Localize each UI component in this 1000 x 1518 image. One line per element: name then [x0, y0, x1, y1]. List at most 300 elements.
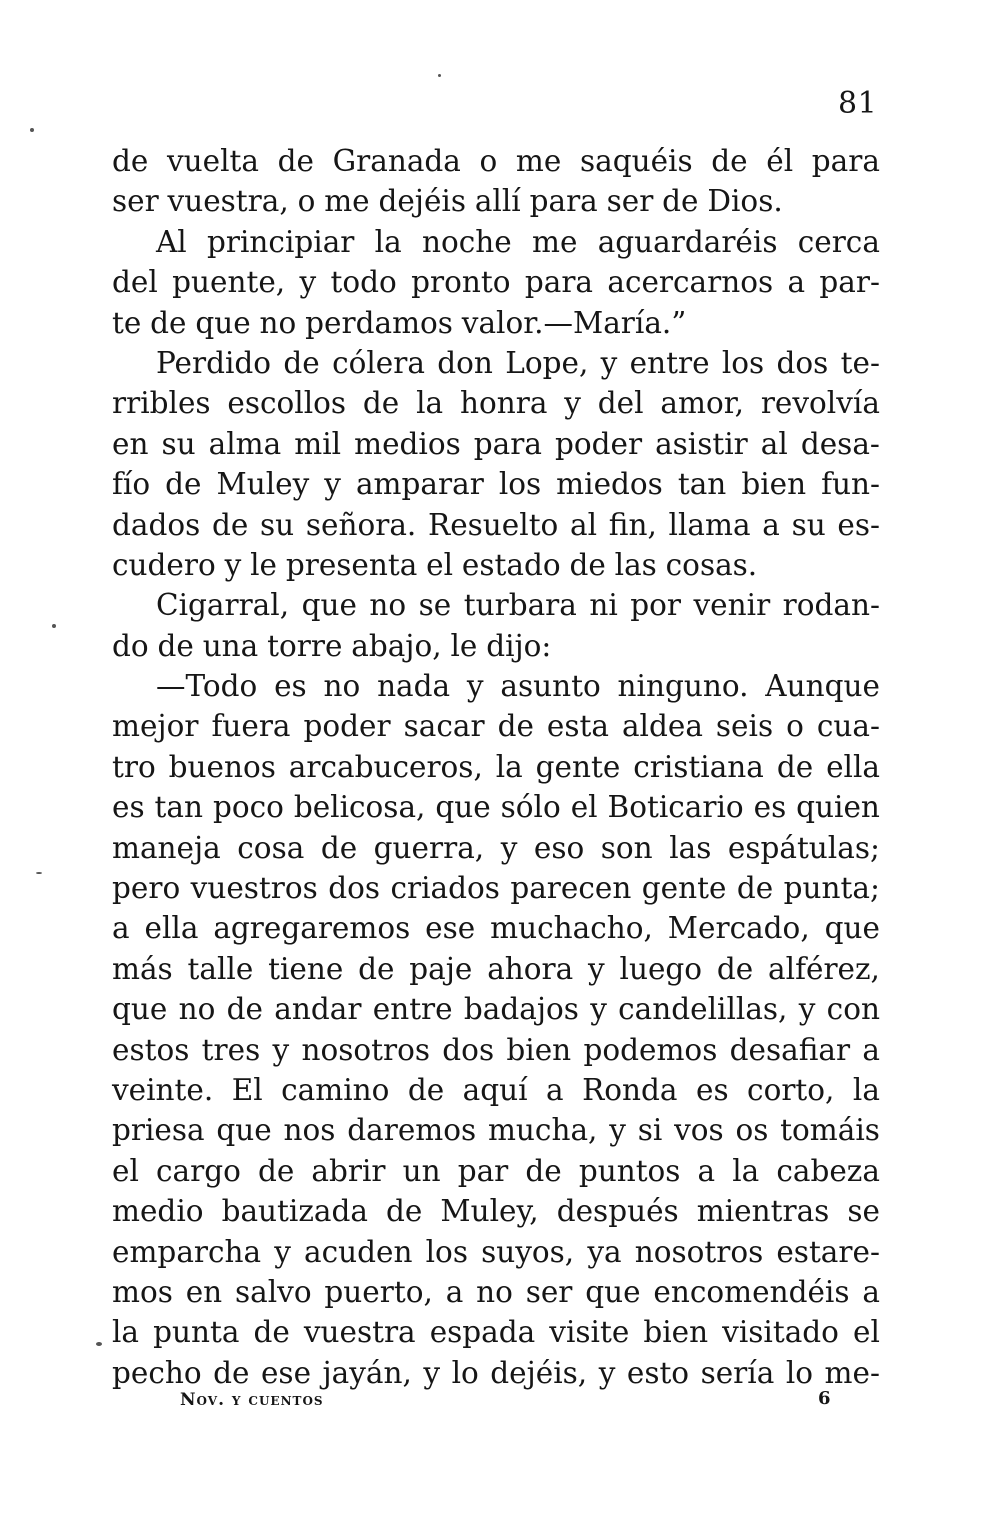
word: y — [598, 1355, 616, 1390]
word: lo — [451, 1355, 479, 1390]
word: tan — [677, 467, 727, 502]
word: fío — [112, 467, 151, 502]
word: mil — [294, 426, 342, 461]
word: cosa — [237, 830, 305, 865]
word: aquí — [462, 1072, 528, 1107]
word: de — [320, 830, 358, 865]
word: ninguno. — [617, 669, 749, 704]
word: su — [161, 426, 196, 461]
word: de — [711, 144, 748, 178]
word: Boticario — [607, 790, 744, 825]
word: de — [525, 1153, 562, 1188]
scan-speck — [438, 74, 441, 77]
word: fun- — [821, 467, 880, 502]
word: de — [112, 144, 149, 178]
word: el — [852, 1315, 880, 1350]
word: de — [662, 184, 699, 219]
word: asunto — [500, 669, 601, 704]
word: si — [637, 1113, 663, 1148]
word: de — [569, 547, 606, 582]
word: cólera — [332, 345, 425, 380]
word: la — [374, 224, 402, 259]
word: corto, — [747, 1072, 835, 1107]
word: os — [735, 1113, 769, 1148]
word: a — [862, 1032, 880, 1067]
word: amparar — [355, 467, 484, 502]
word: camino — [281, 1072, 390, 1107]
word: ella — [826, 749, 880, 784]
word: de — [150, 305, 187, 340]
text-line — [112, 181, 880, 221]
word: revolvía — [760, 386, 880, 421]
word: ser — [606, 184, 654, 219]
word: badajos — [463, 992, 579, 1027]
word: nada — [377, 669, 451, 704]
word: paje — [409, 951, 473, 986]
word: rribles — [112, 386, 211, 421]
word: arcabuceros, — [288, 749, 483, 784]
word: me- — [824, 1355, 880, 1390]
word: son — [600, 830, 653, 865]
word: de — [362, 386, 400, 421]
word: y — [588, 951, 605, 986]
word: ella — [144, 911, 199, 946]
scan-speck — [52, 624, 56, 628]
word: es — [112, 790, 145, 825]
word: de — [358, 951, 395, 986]
word: y — [600, 345, 618, 380]
word: Granada — [332, 144, 461, 178]
word: es — [274, 669, 307, 704]
word: salvo — [235, 1274, 312, 1309]
word: allí — [474, 184, 521, 219]
word: me — [531, 224, 578, 259]
word: ya — [587, 1234, 622, 1269]
word: poder — [554, 426, 643, 461]
text-line — [112, 424, 880, 464]
word: vos — [674, 1113, 724, 1148]
text-line — [112, 1110, 880, 1150]
word: cabeza — [776, 1153, 880, 1188]
word: todo — [330, 265, 397, 300]
word: venir — [693, 588, 771, 623]
text-line — [112, 464, 880, 504]
word: poco — [212, 790, 284, 825]
word: a — [445, 1274, 464, 1309]
word: punta; — [783, 871, 880, 906]
word: —Todo — [156, 669, 258, 704]
word: asistir — [655, 426, 748, 461]
text-line — [112, 1272, 880, 1312]
word: es — [695, 1072, 729, 1107]
word: los — [498, 467, 542, 502]
word: dados — [112, 507, 201, 542]
signature-mark: 6 — [818, 1388, 831, 1409]
word: que — [216, 1113, 272, 1148]
scan-speck — [30, 128, 34, 132]
word: la — [852, 1072, 880, 1107]
word: valor.—María.” — [461, 305, 687, 340]
text-line — [112, 787, 880, 827]
word: par- — [819, 265, 880, 300]
word: los — [425, 1234, 468, 1269]
word: vuestra, — [167, 184, 289, 219]
word: guerra, — [373, 830, 485, 865]
word: se — [847, 1194, 880, 1229]
word: cristiana — [633, 749, 764, 784]
word: y — [590, 992, 607, 1027]
word: al — [760, 426, 788, 461]
word: Perdido — [156, 345, 272, 380]
text-line — [112, 343, 880, 383]
word: estare- — [776, 1234, 880, 1269]
word: jayán, — [322, 1355, 412, 1390]
word: Ronda — [582, 1072, 678, 1107]
text-line — [112, 1151, 880, 1191]
word: podemos — [583, 1032, 718, 1067]
word: cosas. — [665, 547, 758, 582]
word: para — [811, 144, 880, 178]
word: por — [630, 588, 682, 623]
word: principiar — [207, 224, 355, 259]
word: desa- — [800, 426, 880, 461]
word: para — [473, 426, 542, 461]
word: perdamos — [305, 305, 453, 340]
word: se — [418, 588, 452, 623]
word: ahora — [487, 951, 574, 986]
word: después — [556, 1194, 679, 1229]
text-line — [112, 1232, 880, 1272]
word: la — [495, 749, 523, 784]
word: entre — [629, 345, 710, 380]
word: mos — [112, 1274, 173, 1309]
word: a — [762, 507, 780, 542]
word: de — [716, 951, 754, 986]
word: parecen — [510, 871, 632, 906]
word: suyos, — [481, 1234, 575, 1269]
word: lo — [785, 1355, 814, 1390]
word: y — [324, 467, 341, 502]
text-line — [112, 626, 880, 666]
word: do — [112, 628, 149, 663]
word: Muley, — [440, 1194, 539, 1229]
word: espada — [429, 1315, 536, 1350]
word: más — [112, 951, 173, 986]
word: Resuelto — [428, 507, 559, 542]
word: desafiar — [729, 1032, 851, 1067]
word: estado — [461, 547, 561, 582]
word: mientras — [696, 1194, 830, 1229]
word: es- — [837, 507, 880, 542]
word: le — [250, 547, 277, 582]
word: la — [732, 1153, 760, 1188]
word: de — [157, 628, 194, 663]
word: gente — [535, 749, 621, 784]
word: fin, — [608, 507, 657, 542]
word: de — [213, 1355, 250, 1390]
word: honra — [459, 386, 548, 421]
word: rodan- — [782, 588, 880, 623]
word: y — [224, 547, 242, 582]
word: esto — [626, 1355, 690, 1390]
word: al — [570, 507, 598, 542]
word: de — [253, 1315, 290, 1350]
word: Cigarral, — [156, 588, 290, 623]
word: vuestros — [190, 871, 318, 906]
word: las — [614, 547, 657, 582]
word: talle — [187, 951, 254, 986]
text-line — [112, 585, 880, 625]
word: me — [515, 144, 562, 178]
word: que — [824, 911, 880, 946]
word: andar — [274, 992, 362, 1027]
word: medios — [354, 426, 461, 461]
word: de — [211, 507, 249, 542]
word: y — [423, 1355, 441, 1390]
word: aldea — [621, 709, 703, 744]
text-line — [112, 828, 880, 868]
word: nosotros — [301, 1032, 430, 1067]
word: tro — [112, 749, 156, 784]
word: no — [476, 1274, 513, 1309]
word: punta — [153, 1315, 240, 1350]
word: fuera — [211, 709, 291, 744]
word: te — [112, 305, 142, 340]
word: el — [570, 790, 598, 825]
word: gente — [641, 871, 727, 906]
word: tres — [201, 1032, 261, 1067]
word: El — [231, 1072, 263, 1107]
word: luego — [619, 951, 703, 986]
word: daremos — [347, 1113, 477, 1148]
word: sólo — [500, 790, 561, 825]
word: mucha, — [487, 1113, 598, 1148]
word: un — [402, 1153, 441, 1188]
word: de — [277, 144, 314, 178]
word: de — [497, 709, 534, 744]
word: abrir — [311, 1153, 386, 1188]
word: visitado — [722, 1315, 839, 1350]
text-line — [112, 303, 880, 343]
word: puerto, — [324, 1274, 433, 1309]
word: Al — [156, 224, 187, 259]
word: par — [457, 1153, 509, 1188]
word: las — [669, 830, 712, 865]
word: acuden — [304, 1234, 413, 1269]
word: que — [112, 992, 168, 1027]
word: espátulas; — [727, 830, 880, 865]
word: con — [826, 992, 880, 1027]
word: a — [697, 1153, 716, 1188]
word: don — [437, 345, 493, 380]
word: estos — [112, 1032, 190, 1067]
word: poder — [303, 709, 391, 744]
text-line — [112, 1030, 880, 1070]
text-line — [112, 505, 880, 545]
word: a — [112, 911, 130, 946]
word: y — [299, 265, 317, 300]
word: de — [226, 992, 264, 1027]
word: emparcha — [112, 1234, 262, 1269]
word: dos — [776, 345, 829, 380]
word: el — [112, 1153, 139, 1188]
word: priesa — [112, 1113, 205, 1148]
word: los — [721, 345, 765, 380]
word: no — [369, 588, 407, 623]
word: vuestra — [303, 1315, 416, 1350]
word: seis — [715, 709, 774, 744]
word: saquéis — [579, 144, 693, 178]
word: belicosa, — [293, 790, 426, 825]
word: maneja — [112, 830, 221, 865]
word: llama — [668, 507, 751, 542]
word: la — [112, 1315, 140, 1350]
word: para — [524, 265, 594, 300]
word: cargo — [156, 1153, 241, 1188]
word: escollos — [227, 386, 347, 421]
word: sacar — [403, 709, 485, 744]
text-line — [112, 262, 880, 302]
word: ser — [525, 1274, 573, 1309]
word: una — [202, 628, 259, 663]
word: pecho — [112, 1355, 202, 1390]
word: esta — [546, 709, 609, 744]
text-line — [112, 1070, 880, 1110]
word: quien — [796, 790, 880, 825]
word: tan — [154, 790, 203, 825]
word: visite — [549, 1315, 630, 1350]
word: Muley — [216, 467, 310, 502]
word: ese — [260, 1355, 312, 1390]
word: bien — [741, 467, 807, 502]
word: puente, — [172, 265, 286, 300]
word: tomáis — [780, 1113, 880, 1148]
text-line — [112, 1191, 880, 1231]
word: Mercado, — [667, 911, 810, 946]
word: del — [112, 265, 158, 300]
word: Lope, — [505, 345, 589, 380]
text-line — [112, 868, 880, 908]
word: y — [798, 992, 816, 1027]
word: pronto — [411, 265, 511, 300]
text-line — [112, 706, 880, 746]
word: del — [597, 386, 644, 421]
word: a — [546, 1072, 564, 1107]
word: puntos — [578, 1153, 681, 1188]
word: miedos — [556, 467, 663, 502]
word: y — [564, 386, 581, 421]
scan-speck — [36, 872, 42, 874]
word: buenos — [168, 749, 276, 784]
word: de — [257, 1153, 295, 1188]
word: que — [585, 1274, 641, 1309]
word: dijo: — [486, 628, 552, 663]
scan-speck — [96, 1342, 102, 1346]
word: no — [323, 669, 361, 704]
word: señora. — [305, 507, 417, 542]
word: en — [112, 426, 149, 461]
word: de — [776, 749, 814, 784]
word: de — [165, 467, 202, 502]
word: no — [259, 305, 297, 340]
body-text — [112, 141, 880, 1393]
word: bautizada — [221, 1194, 368, 1229]
word: medio — [112, 1194, 204, 1229]
word: Aunque — [765, 669, 880, 704]
word: ese — [425, 911, 476, 946]
word: bien — [643, 1315, 709, 1350]
word: es — [753, 790, 787, 825]
word: torre — [267, 628, 343, 663]
word: eso — [533, 830, 585, 865]
word: o — [786, 709, 804, 744]
text-line — [112, 989, 880, 1029]
text-line — [112, 1353, 880, 1393]
word: o — [297, 184, 316, 219]
running-footer-title: Nov. y cuentos — [180, 1390, 324, 1410]
word: y — [272, 1032, 290, 1067]
text-line — [112, 222, 880, 262]
word: Dios. — [707, 184, 783, 219]
word: él — [766, 144, 794, 178]
text-line — [112, 141, 880, 181]
word: de — [283, 345, 320, 380]
word: ni — [589, 588, 618, 623]
word: candelillas, — [618, 992, 788, 1027]
word: cerca — [797, 224, 880, 259]
word: el — [426, 547, 454, 582]
word: criados — [390, 871, 500, 906]
word: noche — [421, 224, 512, 259]
word: o — [479, 144, 498, 178]
word: sería — [700, 1355, 775, 1390]
text-line — [112, 747, 880, 787]
text-line — [112, 949, 880, 989]
page-number: 81 — [838, 86, 878, 121]
text-line — [112, 383, 880, 423]
text-line — [112, 545, 880, 585]
word: encomendéis — [653, 1274, 850, 1309]
word: bien — [506, 1032, 572, 1067]
text-line — [112, 1312, 880, 1352]
word: abajo, — [351, 628, 442, 663]
word: dos — [328, 871, 381, 906]
word: la — [416, 386, 444, 421]
word: entre — [372, 992, 453, 1027]
word: pero — [112, 871, 181, 906]
word: nosotros — [634, 1234, 764, 1269]
word: su — [791, 507, 826, 542]
text-line — [112, 666, 880, 706]
word: aguardaréis — [597, 224, 778, 259]
word: agregaremos — [213, 911, 411, 946]
word: y — [500, 830, 518, 865]
word: cudero — [112, 547, 216, 582]
word: no — [178, 992, 216, 1027]
word: dejéis — [378, 184, 466, 219]
word: que — [195, 305, 251, 340]
word: vuelta — [166, 144, 259, 178]
word: que — [301, 588, 357, 623]
word: acercarnos — [607, 265, 774, 300]
word: presenta — [285, 547, 418, 582]
word: cua- — [816, 709, 880, 744]
word: su — [260, 507, 295, 542]
word: y — [274, 1234, 291, 1269]
word: ser — [112, 184, 159, 219]
word: alférez, — [768, 951, 880, 986]
word: a — [787, 265, 806, 300]
